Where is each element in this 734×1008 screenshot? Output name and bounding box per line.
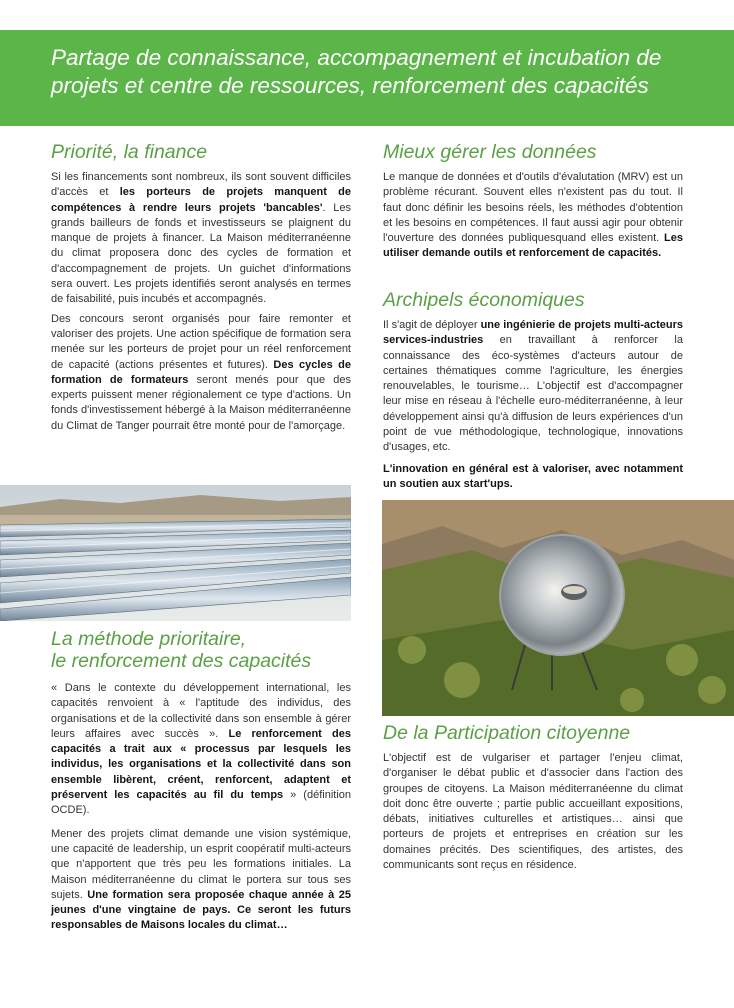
section-methode: [51, 628, 351, 934]
section-heading-donnees: Mieux gérer les données: [383, 141, 597, 163]
text: « Dans le contexte du développement international, les capacités renvoient à « l'aptitude des individus, des organisations et de la collectivité dans son ensemble à gérer leurs affaires avec succès ».: [51, 682, 351, 740]
text: seront menés pour que des experts puissent mener régionalement ce type d'actions. Un fonds d'investissement hébergé à la Maison méditerranéenne du Climat de Tanger pourrait être monté pour de l'amorçage.: [51, 373, 351, 432]
bold-text: L'innovation en général est à valoriser, avec notamment un soutien aux start'ups.: [383, 462, 683, 490]
page-title: Partage de connaissance, accompagnement et incubation de projets et centre de ressources, renforcement des capacités: [51, 45, 662, 98]
text: Des concours seront organisés pour faire remonter et valoriser des projets. Une action spécifique de formation sera menée sur les porteurs de projet pour un réel renforcement de capacité (actions présentes et futures).: [51, 312, 351, 371]
paragraph: [51, 170, 351, 308]
solar-field-photo: [0, 485, 351, 621]
section-archipels: [383, 289, 683, 492]
text: Mener des projets climat demande une vision systémique, une capacité de leadership, un esprit coopératif multi-acteurs que n'apportent que très peu les formations initiales. La Maison méditerranéenne du climat le portera sur tous ses sujets.: [51, 827, 351, 901]
section-heading-finance: Priorité, la finance: [51, 141, 208, 163]
section-finance: [51, 141, 351, 434]
bold-text: les porteurs de projets manquent de compétences à rendre leurs projets 'bancables': [51, 186, 351, 214]
text: Le manque de données et d'outils d'évalutation (MRV) est un problème récurant. Souvent elles n'existent pas du tout. Il faut donc définir les besoins réels, les méthodes d'obtention et les besoins en compétences. Il faut aussi agir pour obtenir l'ouverture des données publiquesquand elles existent.: [383, 171, 683, 245]
text: . Les grands bailleurs de fonds et investisseurs se plaignent du manque de projets à financer. La Maison méditerranéenne du climat proposera donc des cycles de formation et d'accompagnement de projets. Un guichet d'informations sera ouvert. Les projets identifiés seront analysés en termes de faisabilité, puis incubés et accompagnés.: [51, 201, 351, 306]
text: » (définition OCDE).: [51, 789, 351, 817]
paragraph: [51, 681, 351, 819]
text: Il s'agit de déployer: [383, 319, 481, 331]
bold-text: une ingénierie de projets multi-acteurs services-industries: [383, 319, 683, 347]
heading-line: La méthode prioritaire,: [51, 628, 247, 650]
paragraph: [51, 827, 351, 934]
paragraph: [383, 170, 683, 262]
bold-text: Une formation sera proposée chaque année à 25 jeunes d'une vingtaine de pays. Ce seront les futurs responsables de Maisons locales du climat…: [51, 888, 351, 932]
bold-text: Le renforcement des capacités a trait aux « processus par lesquels les individus, les organisations et la collectivité dans son ensemble libèrent, créent, renforcent, adaptent et préservent les capacités au fil du temps: [51, 727, 351, 802]
solar-cooker-photo: [382, 500, 734, 716]
paragraph: [51, 312, 351, 434]
bold-text: Des cycles de formation de formateurs: [51, 358, 351, 386]
text: Si les financements sont nombreux, ils sont souvent difficiles d'accès et: [51, 171, 351, 199]
title-banner: [0, 30, 734, 126]
section-heading-archipels: Archipels économiques: [383, 289, 585, 311]
bold-text: Les utiliser demande outils et renforcement de capacités.: [383, 232, 683, 260]
section-heading-participation: De la Participation citoyenne: [383, 722, 631, 744]
heading-line: le renforcement des capacités: [51, 650, 312, 672]
section-heading-methode: [51, 628, 351, 672]
section-participation: [383, 722, 683, 873]
paragraph: [383, 751, 683, 873]
text: en travaillant à renforcer la connaissance des éco-systèmes d'acteurs autour de certaines thématiques comme l'agriculture, les énergies renouvelables, le tourisme… L'objectif est d'accompagner leur mise en réseau à l'échelle euro-méditerranéenne, à leur développement ainsi qu'à diffusion de leurs expériences d'un point de vue méthodologique, technologique, innovations d'usages, etc.: [383, 334, 683, 454]
text: L'objectif est de vulgariser et partager l'enjeu climat, d'organiser le débat public et d'associer dans l'action des groupes de citoyens. La Maison méditerranéenne du climat doit donc être ouverte ; partie public accueillant expositions, débats, initiatives culturelles et artistiques… ainsi que porteurs de projets et entreprises en création sur les domaines précités. Des scientifiques, des artistes, des communicants sont reçus en résidence.: [383, 752, 683, 872]
paragraph: [383, 462, 683, 493]
paragraph: [383, 318, 683, 456]
section-donnees: [383, 141, 683, 262]
